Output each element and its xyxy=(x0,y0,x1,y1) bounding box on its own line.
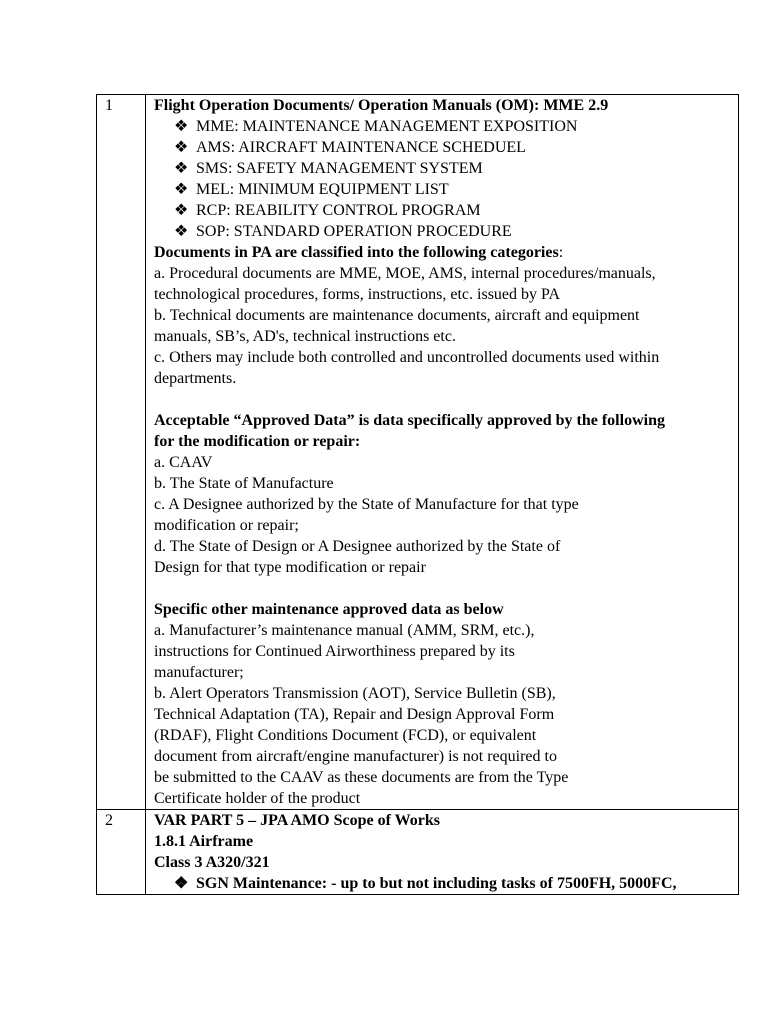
section-subtitle: 1.8.1 Airframe xyxy=(154,833,254,850)
diamond-bullet-icon: ❖ xyxy=(174,223,189,240)
text-line: b. Technical documents are maintenance documents, aircraft and equipment xyxy=(154,307,640,324)
row-content xyxy=(146,810,739,895)
list-item: ❖ AMS: AIRCRAFT MAINTENANCE SCHEDUEL xyxy=(174,139,526,156)
text-line: Technical Adaptation (TA), Repair and Design Approval Form xyxy=(154,706,555,723)
diamond-bullet-icon: ❖ xyxy=(174,875,189,892)
text-line: instructions for Continued Airworthiness prepared by its xyxy=(154,643,515,660)
text-line: b. Alert Operators Transmission (AOT), Service Bulletin (SB), xyxy=(154,685,556,702)
approved-data-heading: for the modification or repair: xyxy=(154,433,361,450)
text-line: technological procedures, forms, instructions, etc. issued by PA xyxy=(154,286,560,303)
text-line: document from aircraft/engine manufacturer) is not required to xyxy=(154,748,557,765)
text-line: b. The State of Manufacture xyxy=(154,475,334,492)
text-line: (RDAF), Flight Conditions Document (FCD), or equivalent xyxy=(154,727,537,744)
diamond-bullet-icon: ❖ xyxy=(174,160,189,177)
text-line: be submitted to the CAAV as these documents are from the Type xyxy=(154,769,569,786)
row-content xyxy=(146,95,739,810)
categories-heading: Documents in PA are classified into the following categories: xyxy=(154,244,564,261)
diamond-bullet-icon: ❖ xyxy=(174,118,189,135)
list-item: ❖ SGN Maintenance: - up to but not including tasks of 7500FH, 5000FC, xyxy=(174,875,677,892)
row-number: 1 xyxy=(97,95,146,810)
text-line: Design for that type modification or repair xyxy=(154,559,426,576)
text-line: manuals, SB’s, AD's, technical instructions etc. xyxy=(154,328,456,345)
text-line: modification or repair; xyxy=(154,517,299,534)
text-line: manufacturer; xyxy=(154,664,244,681)
text-line: d. The State of Design or A Designee authorized by the State of xyxy=(154,538,561,555)
class-line: Class 3 A320/321 xyxy=(154,854,270,871)
diamond-bullet-icon: ❖ xyxy=(174,181,189,198)
row-number: 2 xyxy=(97,810,146,895)
text-line: a. Manufacturer’s maintenance manual (AMM, SRM, etc.), xyxy=(154,622,535,639)
spacer xyxy=(154,578,734,599)
text-line: c. Others may include both controlled and uncontrolled documents used within xyxy=(154,349,660,366)
list-item: ❖ RCP: REABILITY CONTROL PROGRAM xyxy=(174,202,481,219)
list-item: ❖ MME: MAINTENANCE MANAGEMENT EXPOSITION xyxy=(174,118,578,135)
text-line: a. Procedural documents are MME, MOE, AMS, internal procedures/manuals, xyxy=(154,265,656,282)
text-line: Certificate holder of the product xyxy=(154,790,361,807)
diamond-bullet-icon: ❖ xyxy=(174,202,189,219)
text-line: c. A Designee authorized by the State of Manufacture for that type xyxy=(154,496,579,513)
approved-data-heading: Acceptable “Approved Data” is data specifically approved by the following xyxy=(154,412,665,429)
document-table xyxy=(96,94,739,895)
diamond-bullet-icon: ❖ xyxy=(174,139,189,156)
text-line: a. CAAV xyxy=(154,454,213,471)
table-row xyxy=(97,810,739,895)
list-item: ❖ SMS: SAFETY MANAGEMENT SYSTEM xyxy=(174,160,483,177)
section-title: VAR PART 5 – JPA AMO Scope of Works xyxy=(154,812,440,829)
section-heading: Flight Operation Documents/ Operation Manuals (OM): MME 2.9 xyxy=(154,97,609,114)
list-item: ❖ SOP: STANDARD OPERATION PROCEDURE xyxy=(174,223,512,240)
table-row xyxy=(97,95,739,810)
text-line: departments. xyxy=(154,370,237,387)
list-item: ❖ MEL: MINIMUM EQUIPMENT LIST xyxy=(174,181,449,198)
specific-data-heading: Specific other maintenance approved data as below xyxy=(154,601,504,618)
spacer xyxy=(154,389,734,410)
